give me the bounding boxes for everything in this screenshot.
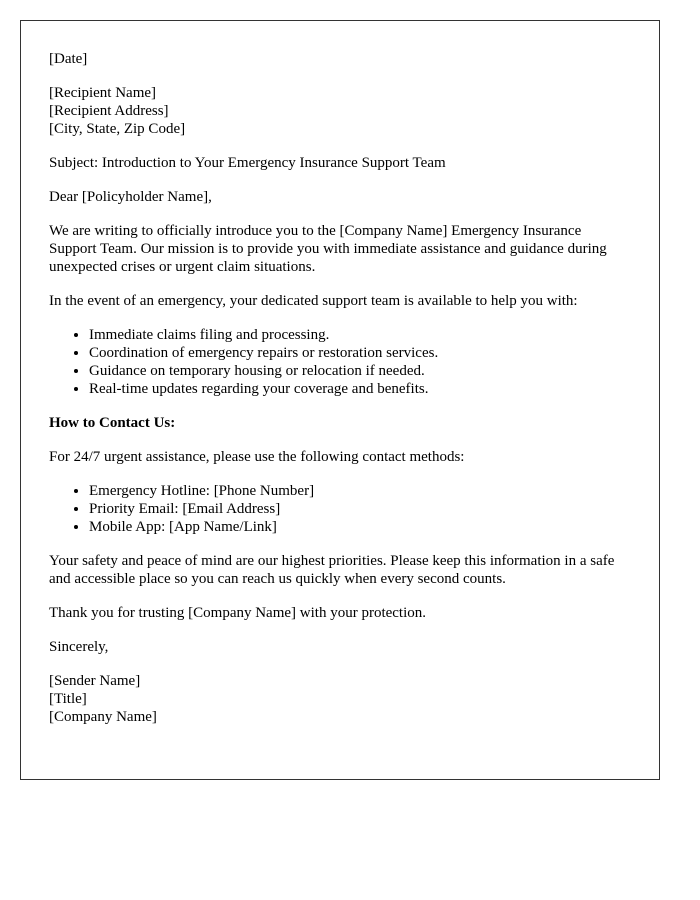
letter-page: [20, 20, 660, 780]
services-list: [49, 326, 631, 398]
list-item: • Mobile App: [App Name/Link]: [89, 518, 631, 536]
sender-company: [Company Name]: [49, 709, 157, 725]
sender-title: [Title]: [49, 691, 87, 707]
intro-paragraph: We are writing to officially introduce you to the [Company Name] Emergency Insurance Support Team. Our mission is to provide you with immediate assistance and guidance during unexpected crises or urgent claim situations.: [49, 223, 607, 275]
sender-signature-block: [49, 672, 631, 726]
contact-methods-list: [49, 482, 631, 536]
letter-date: [Date]: [49, 51, 88, 67]
list-item: • Guidance on temporary housing or relocation if needed.: [89, 362, 631, 380]
list-item: • Priority Email: [Email Address]: [89, 500, 631, 518]
contact-heading: How to Contact Us:: [49, 415, 176, 431]
letter-salutation: Dear [Policyholder Name],: [49, 189, 212, 205]
thanks-paragraph: Thank you for trusting [Company Name] with your protection.: [49, 605, 427, 621]
list-item: • Real-time updates regarding your coverage and benefits.: [89, 380, 631, 398]
contact-intro: For 24/7 urgent assistance, please use the following contact methods:: [49, 449, 465, 465]
sender-name: [Sender Name]: [49, 673, 141, 689]
recipient-address: [Recipient Address]: [49, 103, 169, 119]
list-item: • Coordination of emergency repairs or restoration services.: [89, 344, 631, 362]
safety-paragraph: Your safety and peace of mind are our highest priorities. Please keep this information in a safe and accessible place so you can reach us quickly when every second counts.: [49, 553, 615, 587]
letter-closing: Sincerely,: [49, 639, 109, 655]
list-item: • Immediate claims filing and processing.: [89, 326, 631, 344]
recipient-name: [Recipient Name]: [49, 85, 157, 101]
services-intro: In the event of an emergency, your dedicated support team is available to help you with:: [49, 293, 578, 309]
recipient-city-state-zip: [City, State, Zip Code]: [49, 121, 186, 137]
letter-subject: Subject: Introduction to Your Emergency Insurance Support Team: [49, 155, 446, 171]
recipient-address-block: [49, 84, 631, 138]
list-item: • Emergency Hotline: [Phone Number]: [89, 482, 631, 500]
